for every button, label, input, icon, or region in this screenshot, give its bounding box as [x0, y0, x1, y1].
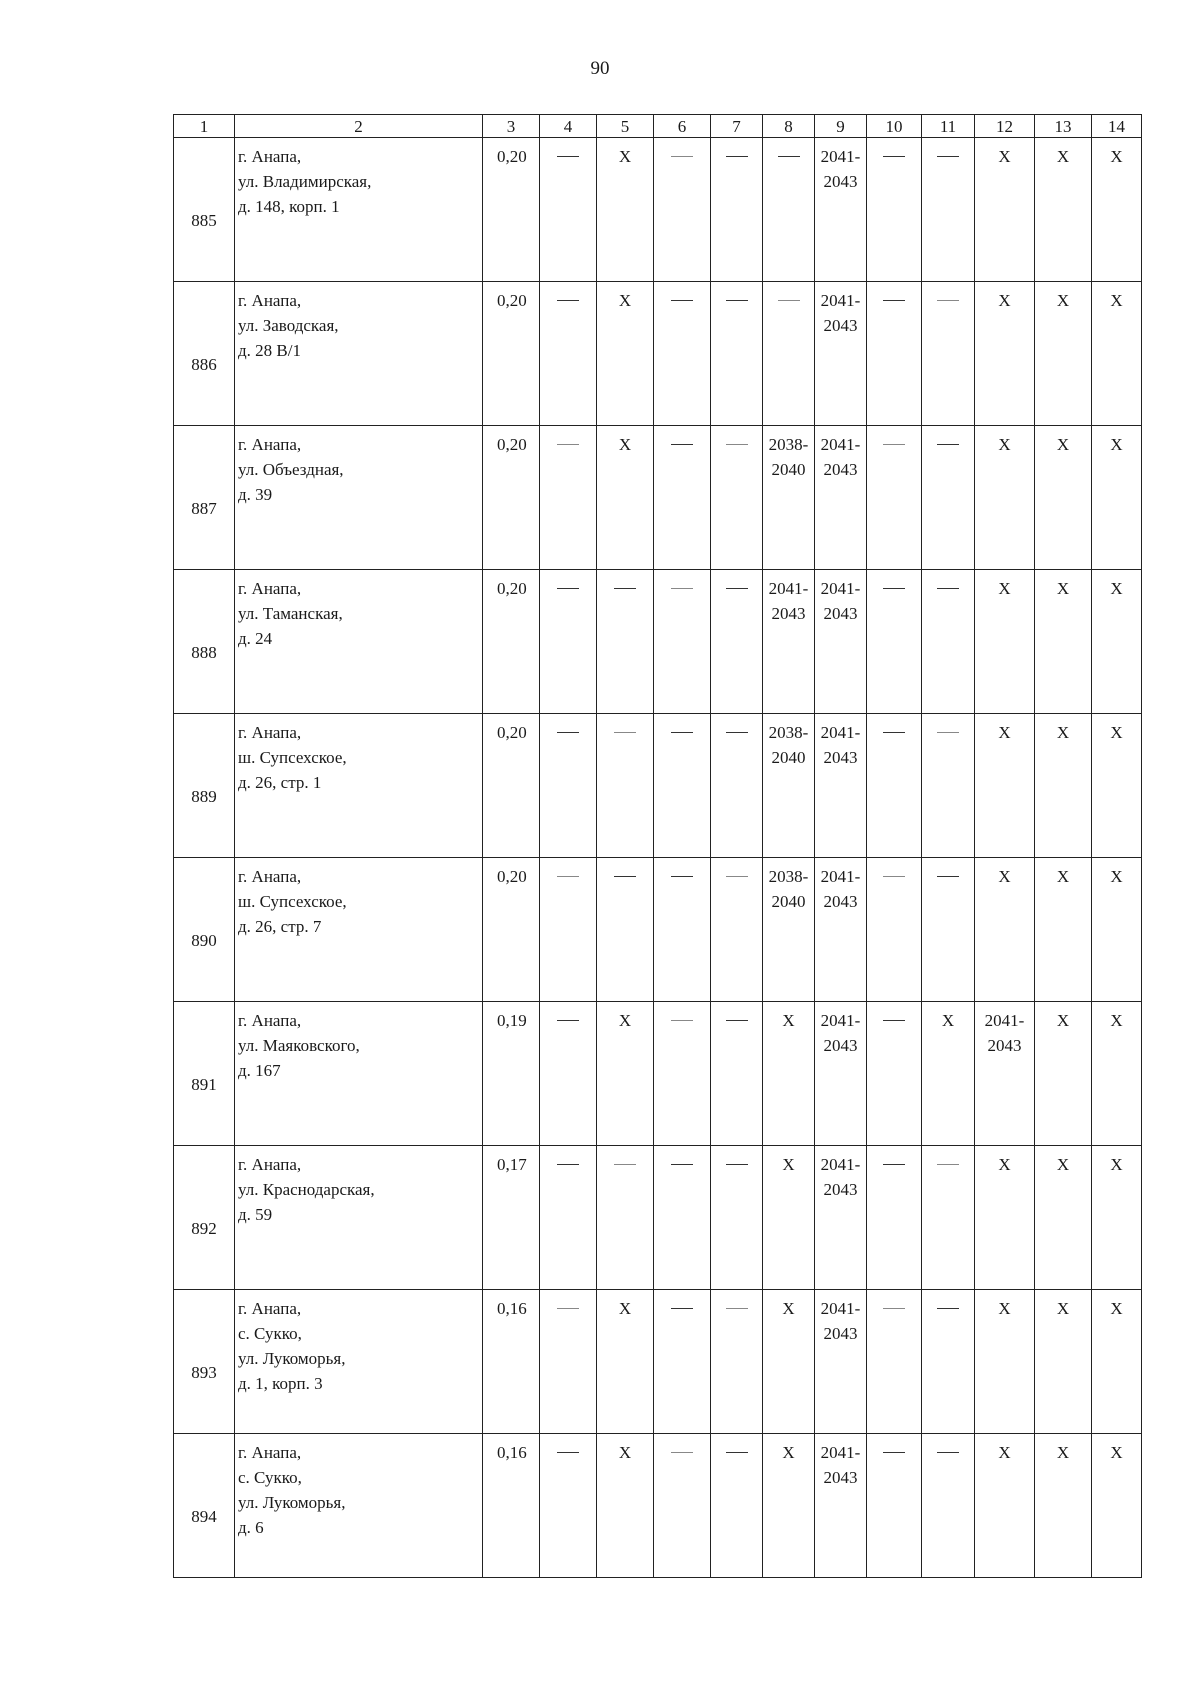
year-range-part: 2043 — [823, 1324, 858, 1343]
cell-col-12: X — [975, 1290, 1035, 1434]
cell-col-6 — [654, 1434, 711, 1578]
dash-mark — [883, 300, 905, 301]
dash-mark — [557, 1164, 579, 1165]
cell-col-7 — [711, 1002, 763, 1146]
address-line: ул. Лукоморья, — [238, 1493, 346, 1512]
cell-col-7 — [711, 570, 763, 714]
row-number: 891 — [174, 1002, 235, 1146]
cell-col-11: X — [922, 1002, 975, 1146]
cell-col-3: 0,20 — [483, 426, 540, 570]
cell-col-12: X — [975, 570, 1035, 714]
column-header-6: 6 — [654, 115, 711, 138]
row-number: 890 — [174, 858, 235, 1002]
cell-col-5: X — [597, 282, 654, 426]
address-line: г. Анапа, — [238, 1011, 302, 1030]
cell-col-5: X — [597, 138, 654, 282]
dash-mark — [557, 300, 579, 301]
cell-col-3: 0,20 — [483, 138, 540, 282]
cell-col-11 — [922, 1434, 975, 1578]
cell-col-8 — [763, 570, 815, 714]
cell-col-10 — [867, 1290, 922, 1434]
cell-col-3: 0,16 — [483, 1434, 540, 1578]
cell-col-8: X — [763, 1146, 815, 1290]
address-cell — [235, 426, 483, 570]
cell-col-8 — [763, 714, 815, 858]
column-header-10: 10 — [867, 115, 922, 138]
cell-col-7 — [711, 1290, 763, 1434]
dash-mark — [726, 1020, 748, 1021]
dash-mark — [614, 732, 636, 733]
cell-col-11 — [922, 1290, 975, 1434]
cell-col-4 — [540, 714, 597, 858]
address-line: г. Анапа, — [238, 435, 302, 454]
year-range-part: 2038- — [768, 435, 809, 454]
year-range-part: 2043 — [823, 1468, 858, 1487]
year-range-part: 2041- — [768, 579, 809, 598]
table-row — [174, 1002, 1142, 1146]
column-header-11: 11 — [922, 115, 975, 138]
dash-mark — [937, 588, 959, 589]
dash-mark — [671, 588, 693, 589]
address-cell — [235, 570, 483, 714]
address-line: д. 59 — [238, 1205, 273, 1224]
cell-col-10 — [867, 1002, 922, 1146]
column-header-5: 5 — [597, 115, 654, 138]
dash-mark — [937, 1308, 959, 1309]
column-header-1: 1 — [174, 115, 235, 138]
cell-col-3: 0,16 — [483, 1290, 540, 1434]
year-range-part: 2043 — [823, 1180, 858, 1199]
cell-col-14: X — [1092, 1146, 1142, 1290]
dash-mark — [883, 1164, 905, 1165]
dash-mark — [883, 588, 905, 589]
dash-mark — [937, 732, 959, 733]
cell-col-12: X — [975, 282, 1035, 426]
dash-mark — [671, 300, 693, 301]
cell-col-6 — [654, 570, 711, 714]
dash-mark — [726, 588, 748, 589]
dash-mark — [671, 876, 693, 877]
cell-col-3: 0,20 — [483, 282, 540, 426]
cell-col-4 — [540, 858, 597, 1002]
year-range-part: 2041- — [820, 435, 861, 454]
dash-mark — [614, 1164, 636, 1165]
cell-col-8 — [763, 858, 815, 1002]
year-range-part: 2040 — [771, 892, 806, 911]
table-row — [174, 1290, 1142, 1434]
year-range-part: 2038- — [768, 723, 809, 742]
cell-col-7 — [711, 138, 763, 282]
cell-col-6 — [654, 1290, 711, 1434]
dash-mark — [557, 1452, 579, 1453]
dash-mark — [726, 732, 748, 733]
dash-mark — [557, 444, 579, 445]
dash-mark — [778, 300, 800, 301]
cell-col-9 — [815, 1434, 867, 1578]
table-row — [174, 282, 1142, 426]
cell-col-13: X — [1035, 1002, 1092, 1146]
cell-col-14: X — [1092, 1002, 1142, 1146]
cell-col-9 — [815, 282, 867, 426]
cell-col-10 — [867, 138, 922, 282]
cell-col-7 — [711, 282, 763, 426]
cell-col-7 — [711, 858, 763, 1002]
cell-col-7 — [711, 714, 763, 858]
cell-col-4 — [540, 1434, 597, 1578]
cell-col-3: 0,20 — [483, 858, 540, 1002]
dash-mark — [883, 156, 905, 157]
cell-col-3: 0,17 — [483, 1146, 540, 1290]
dash-mark — [883, 444, 905, 445]
cell-col-9 — [815, 1146, 867, 1290]
table-row — [174, 570, 1142, 714]
cell-col-14: X — [1092, 714, 1142, 858]
cell-col-14: X — [1092, 1434, 1142, 1578]
cell-col-12: X — [975, 714, 1035, 858]
address-line: ул. Владимирская, — [238, 172, 372, 191]
cell-col-11 — [922, 570, 975, 714]
dash-mark — [671, 1452, 693, 1453]
cell-col-8: X — [763, 1434, 815, 1578]
table-body — [174, 138, 1142, 1578]
dash-mark — [614, 588, 636, 589]
dash-mark — [883, 876, 905, 877]
cell-col-13: X — [1035, 570, 1092, 714]
cell-col-10 — [867, 426, 922, 570]
dash-mark — [726, 1308, 748, 1309]
table-row — [174, 714, 1142, 858]
address-line: ул. Лукоморья, — [238, 1349, 346, 1368]
cell-col-12 — [975, 1002, 1035, 1146]
dash-mark — [937, 1164, 959, 1165]
address-cell — [235, 1434, 483, 1578]
address-line: г. Анапа, — [238, 291, 302, 310]
year-range-part: 2043 — [771, 604, 806, 623]
dash-mark — [726, 1452, 748, 1453]
dash-mark — [726, 876, 748, 877]
address-line: г. Анапа, — [238, 723, 302, 742]
dash-mark — [937, 1452, 959, 1453]
cell-col-3: 0,19 — [483, 1002, 540, 1146]
column-header-12: 12 — [975, 115, 1035, 138]
dash-mark — [726, 444, 748, 445]
year-range-part: 2041- — [820, 1011, 861, 1030]
address-line: г. Анапа, — [238, 147, 302, 166]
dash-mark — [557, 156, 579, 157]
year-range-part: 2041- — [820, 723, 861, 742]
cell-col-4 — [540, 1002, 597, 1146]
cell-col-9 — [815, 426, 867, 570]
cell-col-4 — [540, 282, 597, 426]
cell-col-8: X — [763, 1002, 815, 1146]
dash-mark — [726, 1164, 748, 1165]
cell-col-3: 0,20 — [483, 570, 540, 714]
year-range-part: 2043 — [987, 1036, 1022, 1055]
address-line: д. 6 — [238, 1518, 264, 1537]
cell-col-10 — [867, 1434, 922, 1578]
dash-mark — [883, 1452, 905, 1453]
cell-col-6 — [654, 714, 711, 858]
cell-col-12: X — [975, 426, 1035, 570]
cell-col-13: X — [1035, 282, 1092, 426]
cell-col-13: X — [1035, 858, 1092, 1002]
year-range-part: 2041- — [984, 1011, 1025, 1030]
cell-col-11 — [922, 282, 975, 426]
address-line: д. 1, корп. 3 — [238, 1374, 323, 1393]
address-line: д. 24 — [238, 629, 273, 648]
cell-col-9 — [815, 138, 867, 282]
address-cell — [235, 1290, 483, 1434]
page-number: 90 — [590, 58, 610, 79]
cell-col-12: X — [975, 1146, 1035, 1290]
cell-col-11 — [922, 138, 975, 282]
year-range-part: 2043 — [823, 1036, 858, 1055]
column-header-8: 8 — [763, 115, 815, 138]
cell-col-5: X — [597, 1434, 654, 1578]
cell-col-14: X — [1092, 138, 1142, 282]
cell-col-14: X — [1092, 282, 1142, 426]
column-header-9: 9 — [815, 115, 867, 138]
cell-col-8 — [763, 138, 815, 282]
address-line: г. Анапа, — [238, 1155, 302, 1174]
row-number: 886 — [174, 282, 235, 426]
address-line: д. 148, корп. 1 — [238, 197, 340, 216]
address-line: г. Анапа, — [238, 1443, 302, 1462]
cell-col-11 — [922, 858, 975, 1002]
address-line: ул. Объездная, — [238, 460, 344, 479]
year-range-part: 2041- — [820, 1155, 861, 1174]
address-line: д. 28 В/1 — [238, 341, 301, 360]
address-line: г. Анапа, — [238, 1299, 302, 1318]
year-range-part: 2040 — [771, 748, 806, 767]
cell-col-4 — [540, 570, 597, 714]
cell-col-5: X — [597, 426, 654, 570]
dash-mark — [557, 1308, 579, 1309]
cell-col-5 — [597, 714, 654, 858]
row-number: 892 — [174, 1146, 235, 1290]
cell-col-6 — [654, 1002, 711, 1146]
address-cell — [235, 1146, 483, 1290]
column-header-3: 3 — [483, 115, 540, 138]
row-number: 888 — [174, 570, 235, 714]
table-row — [174, 1146, 1142, 1290]
year-range-part: 2041- — [820, 867, 861, 886]
cell-col-13: X — [1035, 1146, 1092, 1290]
year-range-part: 2043 — [823, 460, 858, 479]
address-line: с. Сукко, — [238, 1468, 302, 1487]
row-number: 887 — [174, 426, 235, 570]
cell-col-10 — [867, 1146, 922, 1290]
table-row — [174, 138, 1142, 282]
cell-col-13: X — [1035, 714, 1092, 858]
cell-col-10 — [867, 714, 922, 858]
cell-col-12: X — [975, 138, 1035, 282]
column-header-2: 2 — [235, 115, 483, 138]
cell-col-7 — [711, 1146, 763, 1290]
column-header-7: 7 — [711, 115, 763, 138]
cell-col-5 — [597, 1146, 654, 1290]
cell-col-4 — [540, 138, 597, 282]
year-range-part: 2043 — [823, 316, 858, 335]
cell-col-10 — [867, 570, 922, 714]
dash-mark — [671, 444, 693, 445]
cell-col-6 — [654, 858, 711, 1002]
dash-mark — [671, 732, 693, 733]
cell-col-5: X — [597, 1002, 654, 1146]
cell-col-5 — [597, 858, 654, 1002]
cell-col-4 — [540, 1290, 597, 1434]
cell-col-7 — [711, 1434, 763, 1578]
address-line: д. 26, стр. 1 — [238, 773, 322, 792]
cell-col-6 — [654, 282, 711, 426]
cell-col-11 — [922, 1146, 975, 1290]
year-range-part: 2043 — [823, 604, 858, 623]
address-line: ул. Таманская, — [238, 604, 343, 623]
cell-col-3: 0,20 — [483, 714, 540, 858]
cell-col-9 — [815, 1290, 867, 1434]
cell-col-14: X — [1092, 1290, 1142, 1434]
address-cell — [235, 138, 483, 282]
dash-mark — [671, 1020, 693, 1021]
year-range-part: 2041- — [820, 1299, 861, 1318]
cell-col-11 — [922, 714, 975, 858]
address-line: д. 167 — [238, 1061, 281, 1080]
cell-col-8: X — [763, 1290, 815, 1434]
dash-mark — [883, 1020, 905, 1021]
address-line: с. Сукко, — [238, 1324, 302, 1343]
dash-mark — [614, 876, 636, 877]
cell-col-8 — [763, 426, 815, 570]
dash-mark — [557, 732, 579, 733]
cell-col-9 — [815, 570, 867, 714]
year-range-part: 2040 — [771, 460, 806, 479]
row-number: 885 — [174, 138, 235, 282]
cell-col-13: X — [1035, 1290, 1092, 1434]
row-number: 894 — [174, 1434, 235, 1578]
cell-col-12: X — [975, 858, 1035, 1002]
cell-col-4 — [540, 426, 597, 570]
cell-col-9 — [815, 714, 867, 858]
year-range-part: 2041- — [820, 1443, 861, 1462]
column-header-13: 13 — [1035, 115, 1092, 138]
address-line: ул. Заводская, — [238, 316, 339, 335]
address-line: ш. Супсехское, — [238, 892, 347, 911]
cell-col-10 — [867, 282, 922, 426]
cell-col-13: X — [1035, 138, 1092, 282]
dash-mark — [557, 876, 579, 877]
row-number: 889 — [174, 714, 235, 858]
dash-mark — [671, 1164, 693, 1165]
dash-mark — [937, 444, 959, 445]
dash-mark — [883, 732, 905, 733]
address-cell — [235, 858, 483, 1002]
address-cell — [235, 1002, 483, 1146]
column-header-4: 4 — [540, 115, 597, 138]
dash-mark — [937, 156, 959, 157]
dash-mark — [937, 300, 959, 301]
address-line: д. 39 — [238, 485, 273, 504]
year-range-part: 2041- — [820, 579, 861, 598]
address-line: д. 26, стр. 7 — [238, 917, 322, 936]
year-range-part: 2038- — [768, 867, 809, 886]
dash-mark — [726, 300, 748, 301]
dash-mark — [726, 156, 748, 157]
cell-col-11 — [922, 426, 975, 570]
dash-mark — [671, 156, 693, 157]
row-number: 893 — [174, 1290, 235, 1434]
address-cell — [235, 714, 483, 858]
table-row — [174, 426, 1142, 570]
year-range-part: 2041- — [820, 291, 861, 310]
dash-mark — [778, 156, 800, 157]
cell-col-4 — [540, 1146, 597, 1290]
cell-col-8 — [763, 282, 815, 426]
cell-col-14: X — [1092, 858, 1142, 1002]
dash-mark — [557, 1020, 579, 1021]
address-line: ул. Маяковского, — [238, 1036, 360, 1055]
table-row — [174, 1434, 1142, 1578]
cell-col-6 — [654, 1146, 711, 1290]
year-range-part: 2043 — [823, 172, 858, 191]
dash-mark — [557, 588, 579, 589]
address-line: ул. Краснодарская, — [238, 1180, 375, 1199]
cell-col-6 — [654, 426, 711, 570]
column-header-14: 14 — [1092, 115, 1142, 138]
year-range-part: 2041- — [820, 147, 861, 166]
cell-col-12: X — [975, 1434, 1035, 1578]
dash-mark — [937, 876, 959, 877]
address-line: г. Анапа, — [238, 867, 302, 886]
year-range-part: 2043 — [823, 892, 858, 911]
cell-col-6 — [654, 138, 711, 282]
data-table — [173, 114, 1142, 1578]
cell-col-9 — [815, 1002, 867, 1146]
cell-col-14: X — [1092, 426, 1142, 570]
cell-col-14: X — [1092, 570, 1142, 714]
cell-col-5 — [597, 570, 654, 714]
year-range-part: 2043 — [823, 748, 858, 767]
cell-col-13: X — [1035, 426, 1092, 570]
cell-col-5: X — [597, 1290, 654, 1434]
dash-mark — [883, 1308, 905, 1309]
cell-col-9 — [815, 858, 867, 1002]
header-row — [174, 115, 1142, 138]
address-line: г. Анапа, — [238, 579, 302, 598]
table-row — [174, 858, 1142, 1002]
address-cell — [235, 282, 483, 426]
cell-col-10 — [867, 858, 922, 1002]
dash-mark — [671, 1308, 693, 1309]
cell-col-13: X — [1035, 1434, 1092, 1578]
cell-col-7 — [711, 426, 763, 570]
address-line: ш. Супсехское, — [238, 748, 347, 767]
